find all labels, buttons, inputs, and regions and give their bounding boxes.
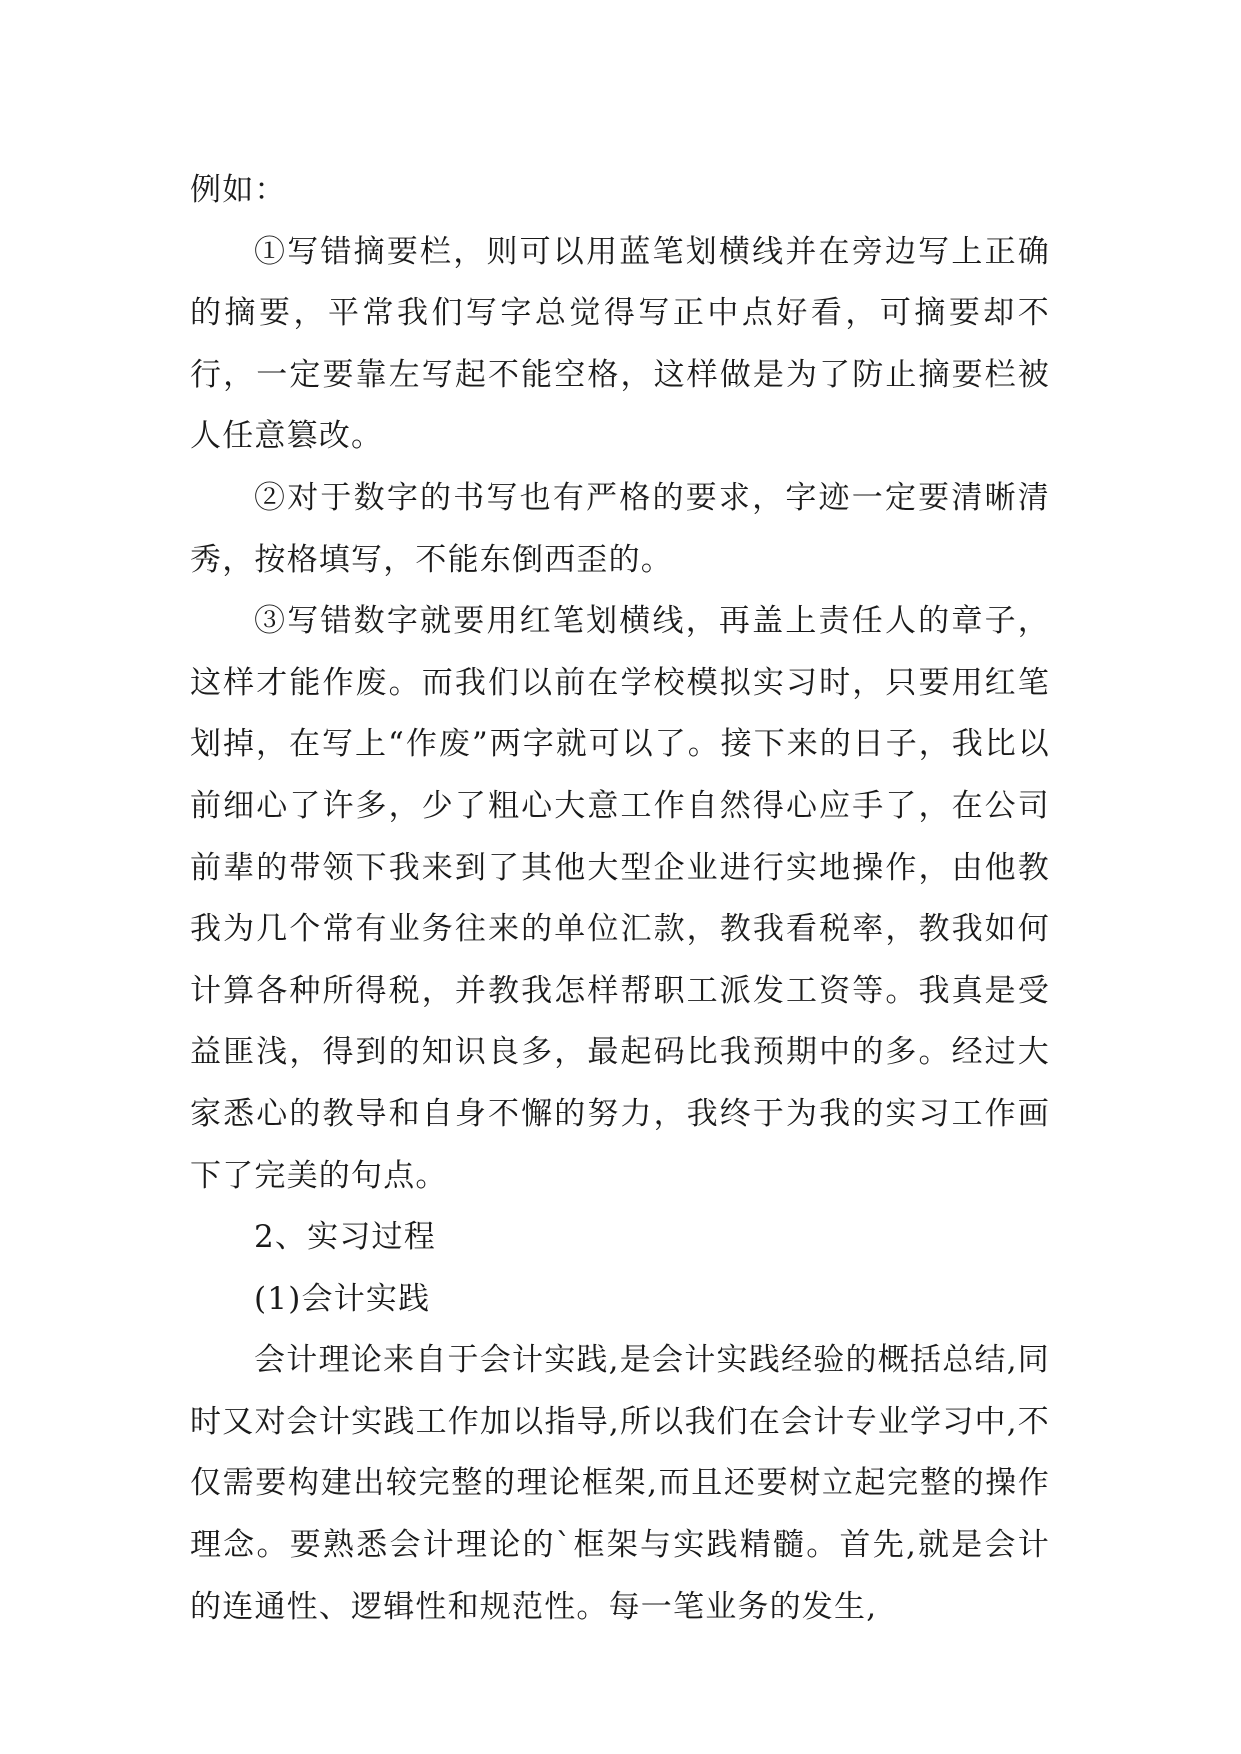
section-heading-internship-process: 2、实习过程 <box>254 1219 436 1256</box>
paragraph-example-intro: 例如： <box>190 172 287 208</box>
paragraph-accounting-theory: 会计理论来自于会计实践,是会计实践经验的概括总结,同时又对会计实践工作加以指导,所以我们在会计专业学习中,不仅需要构建出较完整的理论框架,而且还要树立起完整的操作理念。要熟悉会计理论的`框架与实践精髓。首先,就是会计的连通性、逻辑性和规范性。每一笔业务的发生, <box>190 1342 1050 1625</box>
paragraph-item-2-number-writing: ②对于数字的书写也有严格的要求，字迹一定要清晰清秀，按格填写，不能东倒西歪的。 <box>190 479 1050 578</box>
paragraph-item-1-summary-column: ①写错摘要栏，则可以用蓝笔划横线并在旁边写上正确的摘要，平常我们写字总觉得写正中点好看，可摘要却不行，一定要靠左写起不能空格，这样做是为了防止摘要栏被人任意篡改。 <box>190 233 1050 455</box>
document-body <box>190 160 1050 1638</box>
paragraph-item-3-correction: ③写错数字就要用红笔划横线，再盖上责任人的章子，这样才能作废。而我们以前在学校模拟实习时，只要用红笔划掉，在写上“作废”两字就可以了。接下来的日子，我比以前细心了许多，少了粗心大意工作自然得心应手了，在公司前辈的带领下我来到了其他大型企业进行实地操作，由他教我为几个常有业务往来的单位汇款，教我看税率，教我如何计算各种所得税，并教我怎样帮职工派发工资等。我真是受益匪浅，得到的知识良多，最起码比我预期中的多。经过大家悉心的教导和自身不懈的努力，我终于为我的实习工作画下了完美的句点。 <box>190 603 1050 1194</box>
subsection-heading-accounting-practice: (1)会计实践 <box>254 1280 431 1317</box>
